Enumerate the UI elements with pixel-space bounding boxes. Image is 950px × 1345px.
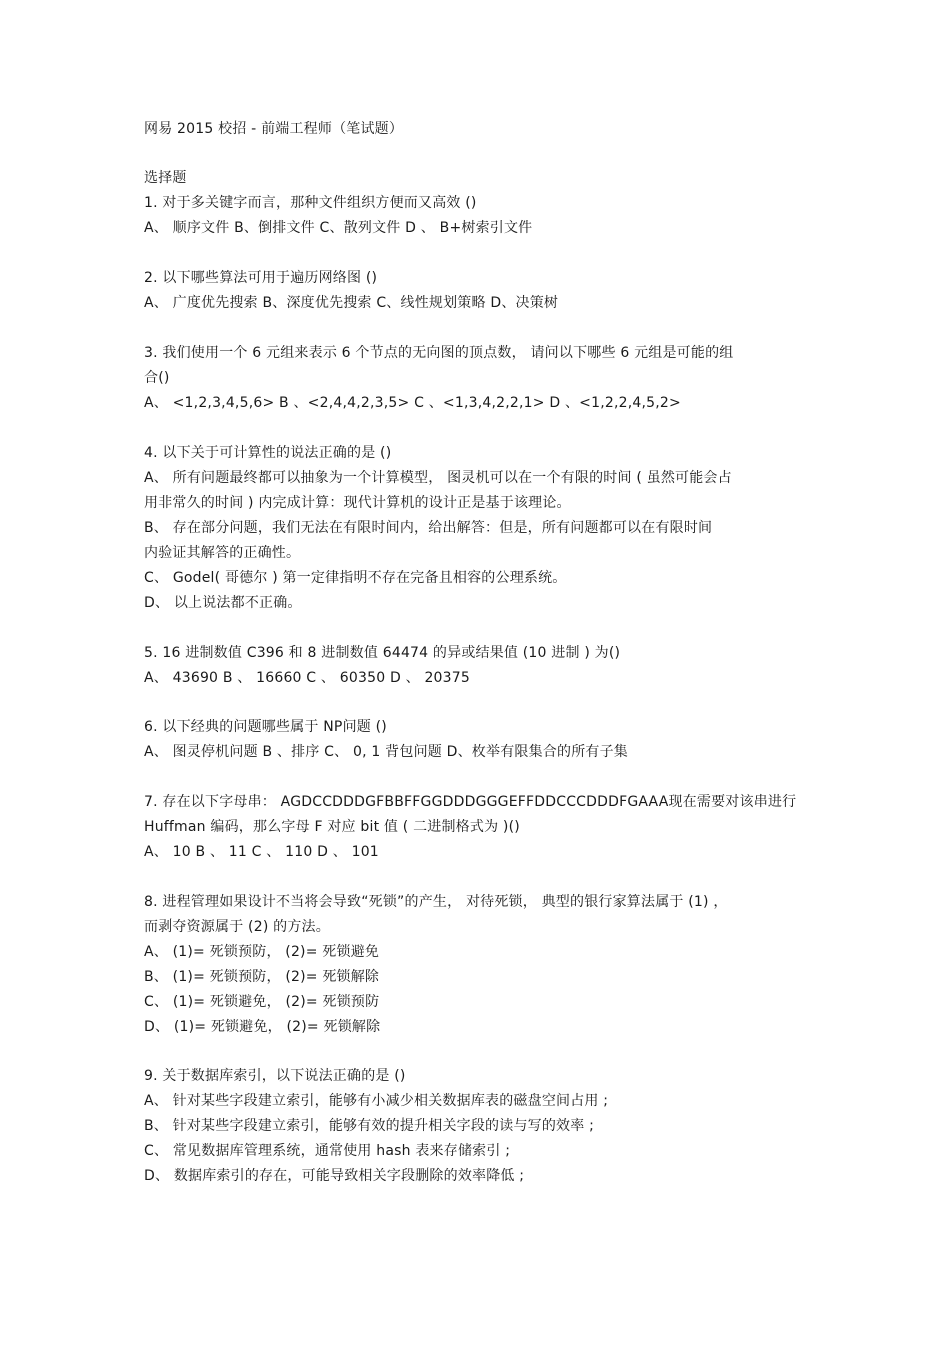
question-2-stem: 2. 以下哪些算法可用于遍历网络图 (): [144, 270, 378, 286]
question-4-option-d: D、 以上说法都不正确。: [144, 595, 302, 611]
question-6-options: A、 图灵停机问题 B 、排序 C、 0, 1 背包问题 D、枚举有限集合的所有子集: [144, 744, 629, 760]
question-1-options: A、 顺序文件 B、倒排文件 C、散列文件 D 、 B+树索引文件: [144, 220, 533, 236]
question-8-stem-line-2: 而剥夺资源属于 (2) 的方法。: [144, 919, 330, 935]
question-4-option-b-line-2: 内验证其解答的正确性。: [144, 545, 301, 561]
question-4-option-c: C、 Godel( 哥德尔 ) 第一定律指明不存在完备且相容的公理系统。: [144, 570, 567, 586]
question-9-option-b: B、 针对某些字段建立索引，能够有效的提升相关字段的读与写的效率 ;: [144, 1118, 595, 1134]
question-5-stem: 5. 16 进制数值 C396 和 8 进制数值 64474 的异或结果值 (10 进制 ) 为(): [144, 645, 621, 661]
question-2-options: A、 广度优先搜索 B、深度优先搜索 C、线性规划策略 D、决策树: [144, 295, 559, 311]
question-6-stem: 6. 以下经典的问题哪些属于 NP问题 (): [144, 719, 387, 735]
question-8-stem-line-1: 8. 进程管理如果设计不当将会导致“死锁”的产生， 对待死锁， 典型的银行家算法属于 (1) ，: [144, 894, 728, 910]
question-7-stem-line-1: 7. 存在以下字母串： AGDCCDDDGFBBFFGGDDDGGGEFFDDCCCDDDFGAAA现在需要对该串进行: [144, 794, 797, 810]
question-4-stem: 4. 以下关于可计算性的说法正确的是 (): [144, 445, 392, 461]
question-4-option-b-line-1: B、 存在部分问题，我们无法在有限时间内，给出解答：但是，所有问题都可以在有限时间: [144, 520, 713, 536]
question-9-option-d: D、 数据库索引的存在，可能导致相关字段删除的效率降低 ;: [144, 1168, 525, 1184]
section-heading: 选择题: [144, 170, 187, 186]
question-8-option-d: D、 (1)= 死锁避免， (2)= 死锁解除: [144, 1019, 381, 1035]
question-9-option-c: C、 常见数据库管理系统，通常使用 hash 表来存储索引 ;: [144, 1143, 511, 1159]
question-3-stem-line-1: 3. 我们使用一个 6 元组来表示 6 个节点的无向图的顶点数， 请问以下哪些 6 元组是可能的组: [144, 345, 734, 361]
question-8-option-a: A、 (1)= 死锁预防， (2)= 死锁避免: [144, 944, 380, 960]
question-9-stem: 9. 关于数据库索引，以下说法正确的是 (): [144, 1068, 406, 1084]
question-9-option-a: A、 针对某些字段建立索引，能够有小减少相关数据库表的磁盘空间占用 ;: [144, 1093, 609, 1109]
question-3-options: A、 <1,2,3,4,5,6> B 、<2,4,4,2,3,5> C 、<1,3,4,2,2,1> D 、<1,2,2,4,5,2>: [144, 395, 681, 411]
question-5-options: A、 43690 B 、 16660 C 、 60350 D 、 20375: [144, 670, 470, 686]
question-7-stem-line-2: Huffman 编码，那么字母 F 对应 bit 值 ( 二进制格式为 )(): [144, 819, 520, 835]
question-1-stem: 1. 对于多关键字而言，那种文件组织方便而又高效 (): [144, 195, 477, 211]
question-7-options: A、 10 B 、 11 C 、 110 D 、 101: [144, 844, 379, 860]
question-4-option-a-line-1: A、 所有问题最终都可以抽象为一个计算模型， 图灵机可以在一个有限的时间 ( 虽然可能会占: [144, 470, 732, 486]
document-title: 网易 2015 校招 - 前端工程师（笔试题）: [144, 121, 404, 137]
question-4-option-a-line-2: 用非常久的时间 ) 内完成计算：现代计算机的设计正是基于该理论。: [144, 495, 571, 511]
question-3-stem-line-2: 合(): [144, 370, 170, 386]
question-8-option-b: B、 (1)= 死锁预防， (2)= 死锁解除: [144, 969, 380, 985]
question-8-option-c: C、 (1)= 死锁避免， (2)= 死锁预防: [144, 994, 380, 1010]
